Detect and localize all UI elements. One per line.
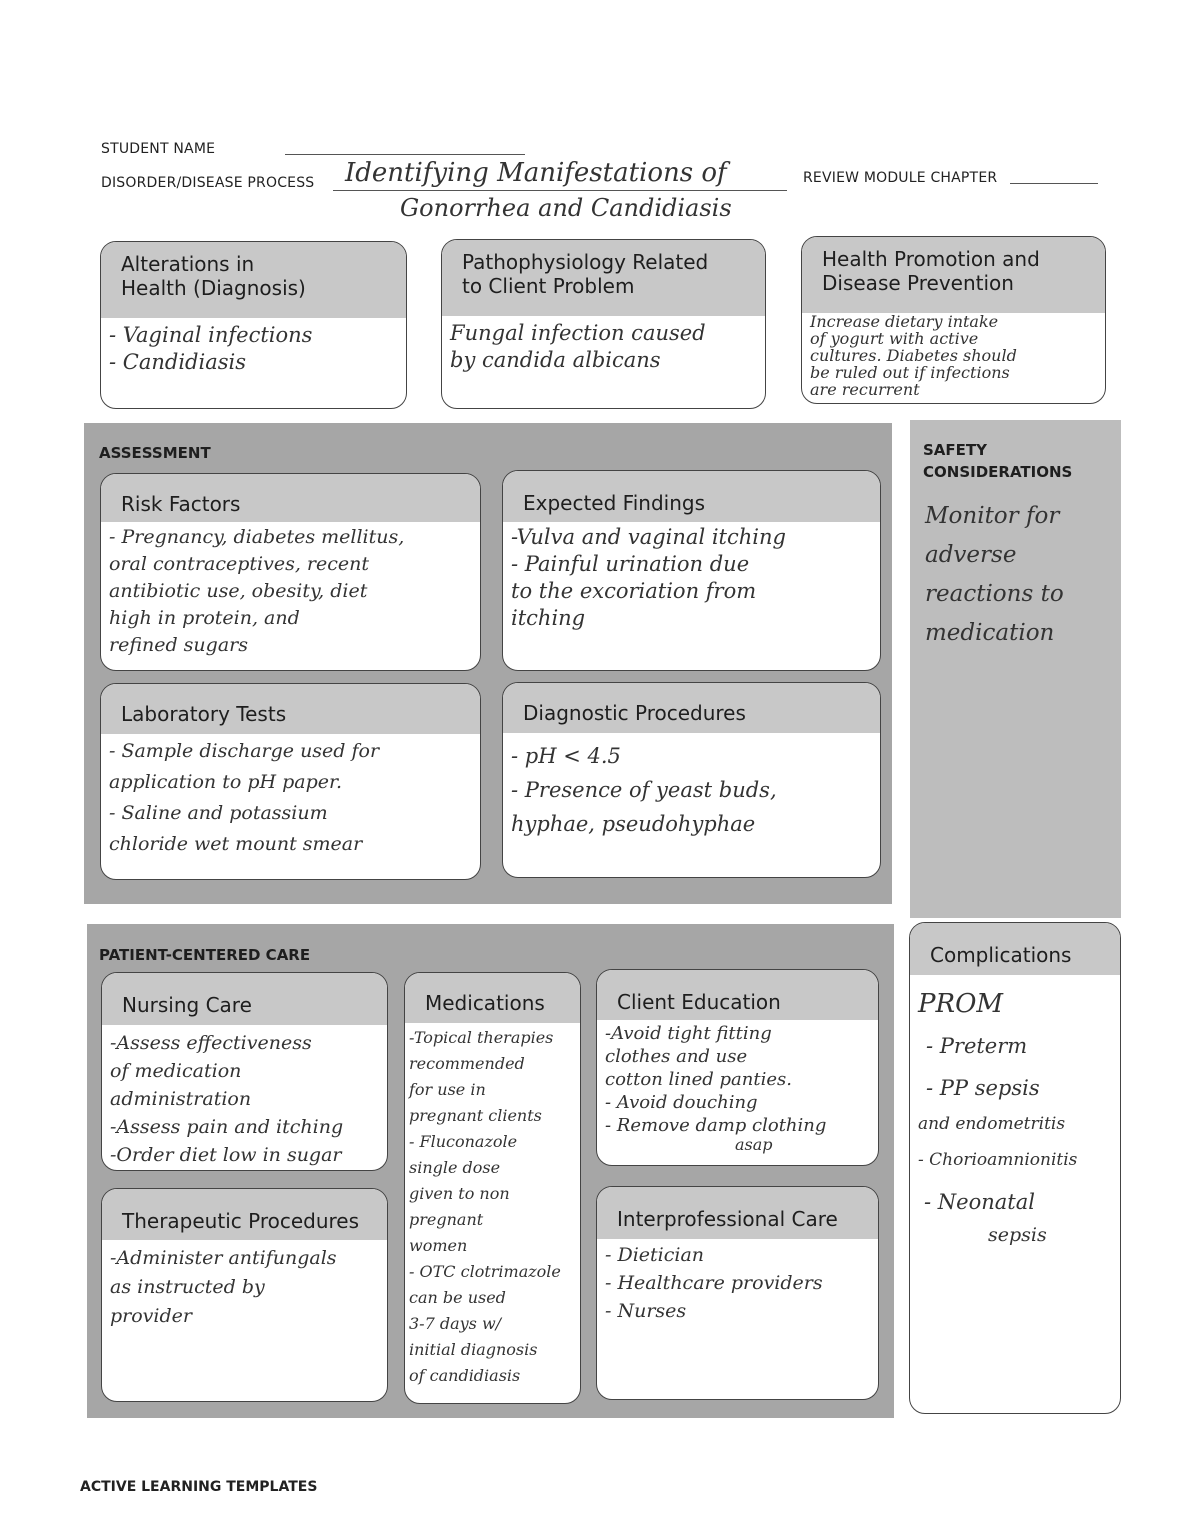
complications-line: sepsis [988,1224,1047,1246]
complications-line: and endometritis [918,1114,1066,1134]
medications-box [404,972,581,1404]
complications-box [909,922,1121,1414]
medications-line: can be used [409,1288,506,1307]
risk-factors-line: - Pregnancy, diabetes mellitus, [109,526,405,548]
student-name-field[interactable] [285,154,525,155]
health-promotion-title-line2: Disease Prevention [822,271,1014,295]
client-education-line: asap [735,1135,773,1154]
safety-notes [925,497,1064,653]
nursing-care-line: -Order diet low in sugar [110,1144,342,1166]
health-promotion-line: Increase dietary intake [810,312,999,331]
health-promotion-line: cultures. Diabetes should [810,346,1017,365]
client-education-title: Client Education [597,970,878,1020]
alterations-line: - Vaginal infections [109,323,313,347]
safety-line: Monitor for [925,503,1060,529]
safety-heading-line1: SAFETY [923,441,987,459]
alterations-title-line2: Health (Diagnosis) [121,276,306,300]
client-education-line: clothes and use [605,1046,748,1067]
laboratory-tests-box [100,683,481,880]
medications-line: 3-7 days w/ [409,1314,502,1333]
pathophysiology-box [441,239,766,409]
diagnostic-procedures-line: - pH < 4.5 [511,744,621,768]
complications-line: - Neonatal [924,1190,1035,1214]
laboratory-tests-line: application to pH paper. [109,771,343,793]
interprofessional-care-title: Interprofessional Care [597,1187,878,1239]
nursing-care-line: administration [110,1088,252,1110]
chapter-field[interactable] [1010,183,1098,184]
nursing-care-line: -Assess pain and itching [110,1116,344,1138]
therapeutic-procedures-line: provider [110,1305,192,1327]
medications-line: recommended [409,1054,525,1073]
interprofessional-care-line: - Healthcare providers [605,1272,823,1294]
health-promotion-line: of yogurt with active [810,329,979,348]
expected-findings-box [502,470,881,671]
health-promotion-line: be ruled out if infections [810,363,1010,382]
therapeutic-procedures-box [101,1188,388,1402]
complications-line: - Chorioamnionitis [918,1150,1078,1170]
pathophysiology-title-line2: to Client Problem [462,274,635,298]
medications-title: Medications [405,973,580,1023]
student-name-label: STUDENT NAME [101,141,216,157]
expected-findings-line: - Painful urination due [511,552,750,576]
diagnostic-procedures-title: Diagnostic Procedures [503,683,880,733]
therapeutic-procedures-title: Therapeutic Procedures [102,1189,387,1240]
interprofessional-care-line: - Dietician [605,1244,705,1266]
nursing-care-title: Nursing Care [102,973,387,1025]
expected-findings-line: itching [511,606,586,630]
safety-heading-line2: CONSIDERATIONS [923,463,1073,481]
complications-title: Complications [910,923,1120,975]
laboratory-tests-line: chloride wet mount smear [109,833,363,855]
complications-line: - Preterm [926,1034,1028,1058]
alterations-title-line1: Alterations in [121,252,255,276]
risk-factors-box [100,473,481,671]
interprofessional-care-line: - Nurses [605,1300,687,1322]
risk-factors-title: Risk Factors [101,474,480,522]
laboratory-tests-line: - Sample discharge used for [109,740,380,762]
medications-line: - OTC clotrimazole [409,1262,561,1281]
laboratory-tests-title: Laboratory Tests [101,684,480,734]
health-promotion-line: are recurrent [810,380,920,399]
nursing-care-line: -Assess effectiveness [110,1032,312,1054]
footer-label: ACTIVE LEARNING TEMPLATES [80,1479,318,1495]
chapter-label: REVIEW MODULE CHAPTER [803,170,998,186]
disorder-value-line2: Gonorrhea and Candidiasis [400,194,732,222]
diagnostic-procedures-line: - Presence of yeast buds, [511,778,777,802]
medications-line: - Fluconazole [409,1132,518,1151]
complications-line: - PP sepsis [926,1076,1040,1100]
medications-line: single dose [409,1158,501,1177]
medications-line: of candidiasis [409,1366,521,1385]
client-education-line: - Remove damp clothing [605,1115,827,1136]
risk-factors-line: oral contraceptives, recent [109,553,369,575]
therapeutic-procedures-line: -Administer antifungals [110,1247,337,1269]
safety-line: adverse [925,542,1017,568]
health-promotion-box [801,236,1106,404]
diagnostic-procedures-line: hyphae, pseudohyphae [511,812,756,836]
nursing-care-box [101,972,388,1171]
therapeutic-procedures-line: as instructed by [110,1276,265,1298]
medications-line: pregnant clients [409,1106,542,1125]
safety-panel [910,420,1121,918]
assessment-heading: ASSESSMENT [99,444,211,462]
risk-factors-line: high in protein, and [109,607,300,629]
complications-line: PROM [918,989,1004,1019]
client-education-line: cotton lined panties. [605,1069,792,1090]
risk-factors-line: refined sugars [109,634,248,656]
disorder-field[interactable] [333,190,787,191]
risk-factors-line: antibiotic use, obesity, diet [109,580,368,602]
expected-findings-line: to the excoriation from [511,579,757,603]
interprofessional-care-box [596,1186,879,1400]
pathophysiology-title-line1: Pathophysiology Related [462,250,709,274]
safety-line: reactions to [925,581,1064,607]
nursing-care-line: of medication [110,1060,242,1082]
medications-line: for use in [409,1080,486,1099]
safety-line: medication [925,620,1055,646]
disorder-value-line1: Identifying Manifestations of [345,158,727,188]
medications-line: initial diagnosis [409,1340,538,1359]
pathophysiology-line: by candida albicans [450,348,661,372]
expected-findings-line: -Vulva and vaginal itching [511,525,786,549]
client-education-box [596,969,879,1166]
alterations-line: - Candidiasis [109,350,246,374]
client-education-line: -Avoid tight fitting [605,1023,772,1044]
medications-line: -Topical therapies [409,1028,554,1047]
alterations-box [100,241,407,409]
medications-line: given to non [409,1184,510,1203]
pathophysiology-line: Fungal infection caused [450,321,706,345]
medications-line: women [409,1236,468,1255]
laboratory-tests-line: - Saline and potassium [109,802,328,824]
diagnostic-procedures-box [502,682,881,878]
disorder-label: DISORDER/DISEASE PROCESS [101,175,315,191]
medications-line: pregnant [409,1210,484,1229]
client-education-line: - Avoid douching [605,1092,758,1113]
patient-care-heading: PATIENT-CENTERED CARE [99,946,311,964]
health-promotion-title-line1: Health Promotion and [822,247,1040,271]
expected-findings-title: Expected Findings [503,471,880,522]
